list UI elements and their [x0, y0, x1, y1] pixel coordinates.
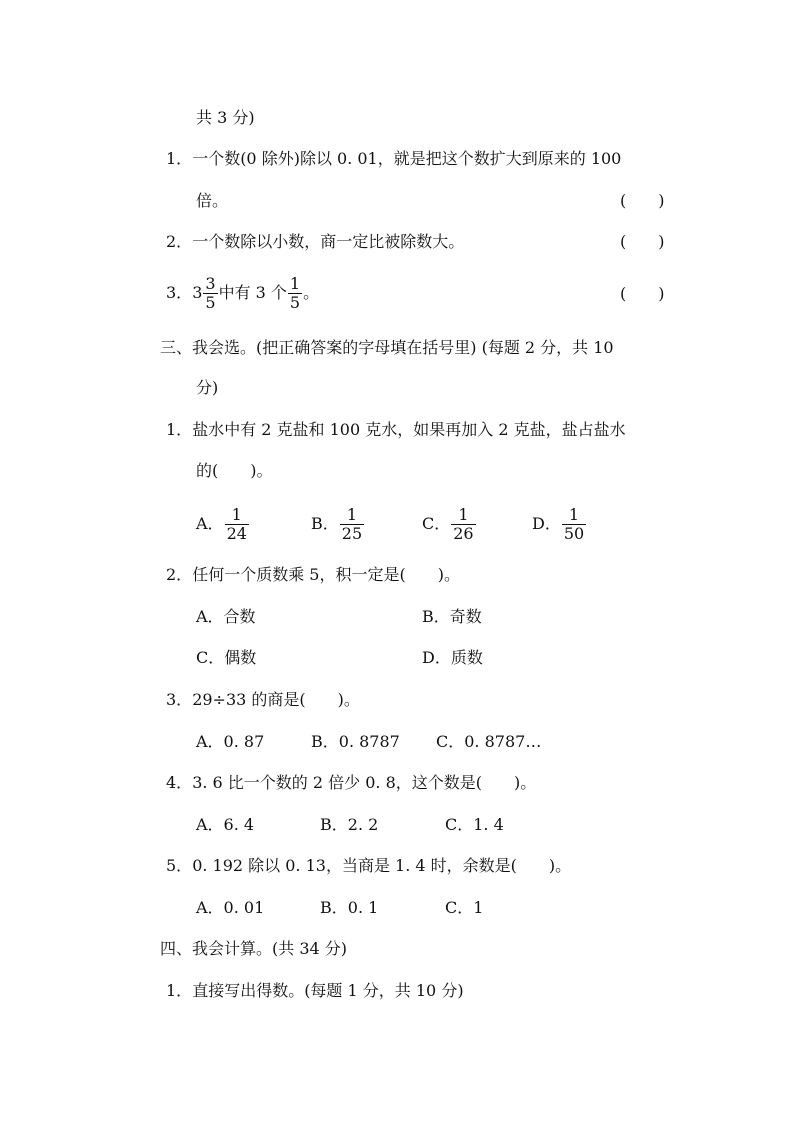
- question-text: 盐水中有 2 克盐和 100 克水，如果再加入 2 克盐，盐占盐水: [192, 420, 626, 439]
- judge-question-3: [166, 272, 319, 314]
- section-continuation: 共 3 分): [196, 108, 255, 127]
- option-b[interactable]: B．2. 2: [320, 815, 379, 834]
- section-four-title: 四、我会计算。(共 34 分): [160, 939, 348, 958]
- answer-paren[interactable]: ( ): [620, 284, 665, 303]
- question-text: 一个数(0 除外)除以 0. 01，就是把这个数扩大到原来的 100: [192, 149, 622, 168]
- option-b[interactable]: B．0. 1: [320, 898, 379, 917]
- choice-question-5: [166, 855, 571, 877]
- question-number: 3．: [166, 690, 193, 709]
- question-number: 4．: [166, 773, 193, 792]
- option-b[interactable]: B．0. 8787: [311, 732, 400, 751]
- calc-question-1: [166, 980, 464, 1002]
- option-c[interactable]: [422, 502, 477, 546]
- fraction-numerator: 3: [205, 274, 216, 293]
- answer-paren[interactable]: ( ): [620, 191, 665, 210]
- question-text: 任何一个质数乘 5，积一定是( )。: [192, 565, 460, 584]
- option-a[interactable]: A．0. 87: [196, 732, 265, 751]
- whole-number: 3: [192, 283, 203, 302]
- question-text: 直接写出得数。(每题 1 分，共 10 分): [192, 981, 464, 1000]
- question-text: 一个数除以小数，商一定比被除数大。: [192, 232, 465, 251]
- choice-question-1: [166, 419, 626, 441]
- option-fraction: [451, 506, 475, 543]
- question-number: 2．: [166, 232, 193, 251]
- question-text: 3. 6 比一个数的 2 倍少 0. 8，这个数是( )。: [192, 773, 537, 792]
- question-number: 1．: [166, 420, 193, 439]
- fraction-denominator: 24: [226, 524, 247, 543]
- option-c[interactable]: C．0. 8787…: [436, 732, 542, 751]
- option-c[interactable]: C．1: [445, 898, 484, 917]
- option-letter: C．: [422, 514, 451, 533]
- question-text: 0. 192 除以 0. 13，当商是 1. 4 时，余数是( )。: [192, 856, 572, 875]
- choice-question-1-continuation: 的( )。: [196, 461, 273, 480]
- choice-question-4: [166, 772, 536, 794]
- question-end: 。: [303, 283, 320, 302]
- judge-question-2: [166, 231, 464, 253]
- fraction-denominator: 5: [205, 293, 216, 312]
- section-three-title: 三、我会选。(把正确答案的字母填在括号里) (每题 2 分，共 10: [160, 338, 614, 357]
- option-a[interactable]: [196, 502, 250, 546]
- option-b[interactable]: B．奇数: [422, 607, 482, 626]
- question-text: 中有 3 个: [218, 283, 287, 302]
- fraction-denominator: 5: [289, 293, 301, 312]
- choice-question-3: [166, 689, 360, 711]
- question-number: 2．: [166, 565, 193, 584]
- fraction-one-fifth: [288, 275, 302, 312]
- fraction-numerator: 1: [289, 274, 301, 293]
- option-d[interactable]: [532, 502, 587, 546]
- option-fraction: [562, 506, 586, 543]
- judge-question-1: [166, 148, 621, 170]
- option-c[interactable]: C．1. 4: [445, 815, 504, 834]
- choice-question-2: [166, 564, 460, 586]
- question-number: 5．: [166, 856, 193, 875]
- question-text: 29÷33 的商是( )。: [192, 690, 360, 709]
- option-letter: A．: [196, 514, 224, 533]
- fraction-numerator: 1: [451, 506, 475, 525]
- option-a[interactable]: A．合数: [196, 607, 256, 626]
- question-number: 3．: [166, 283, 193, 302]
- option-a[interactable]: A．6. 4: [196, 815, 255, 834]
- fraction-numerator: 1: [562, 506, 586, 525]
- option-d[interactable]: D．质数: [422, 648, 483, 667]
- fraction-denominator: 25: [341, 524, 363, 543]
- question-number: 1．: [166, 149, 193, 168]
- fraction-three-fifths: [203, 275, 217, 312]
- fraction-numerator: 1: [340, 506, 364, 525]
- option-a[interactable]: A．0. 01: [196, 898, 265, 917]
- option-b[interactable]: [311, 502, 365, 546]
- judge-question-1-continuation: 倍。: [196, 191, 229, 210]
- option-fraction: [340, 506, 364, 543]
- fraction-numerator: 1: [225, 506, 249, 525]
- question-number: 1．: [166, 981, 193, 1000]
- section-three-title-continuation: 分): [196, 378, 219, 397]
- answer-paren[interactable]: ( ): [620, 232, 665, 251]
- option-c[interactable]: C．偶数: [196, 648, 257, 667]
- option-letter: B．: [311, 514, 339, 533]
- fraction-denominator: 50: [563, 524, 585, 543]
- option-letter: D．: [532, 514, 561, 533]
- fraction-denominator: 26: [453, 524, 474, 543]
- option-fraction: [225, 506, 249, 543]
